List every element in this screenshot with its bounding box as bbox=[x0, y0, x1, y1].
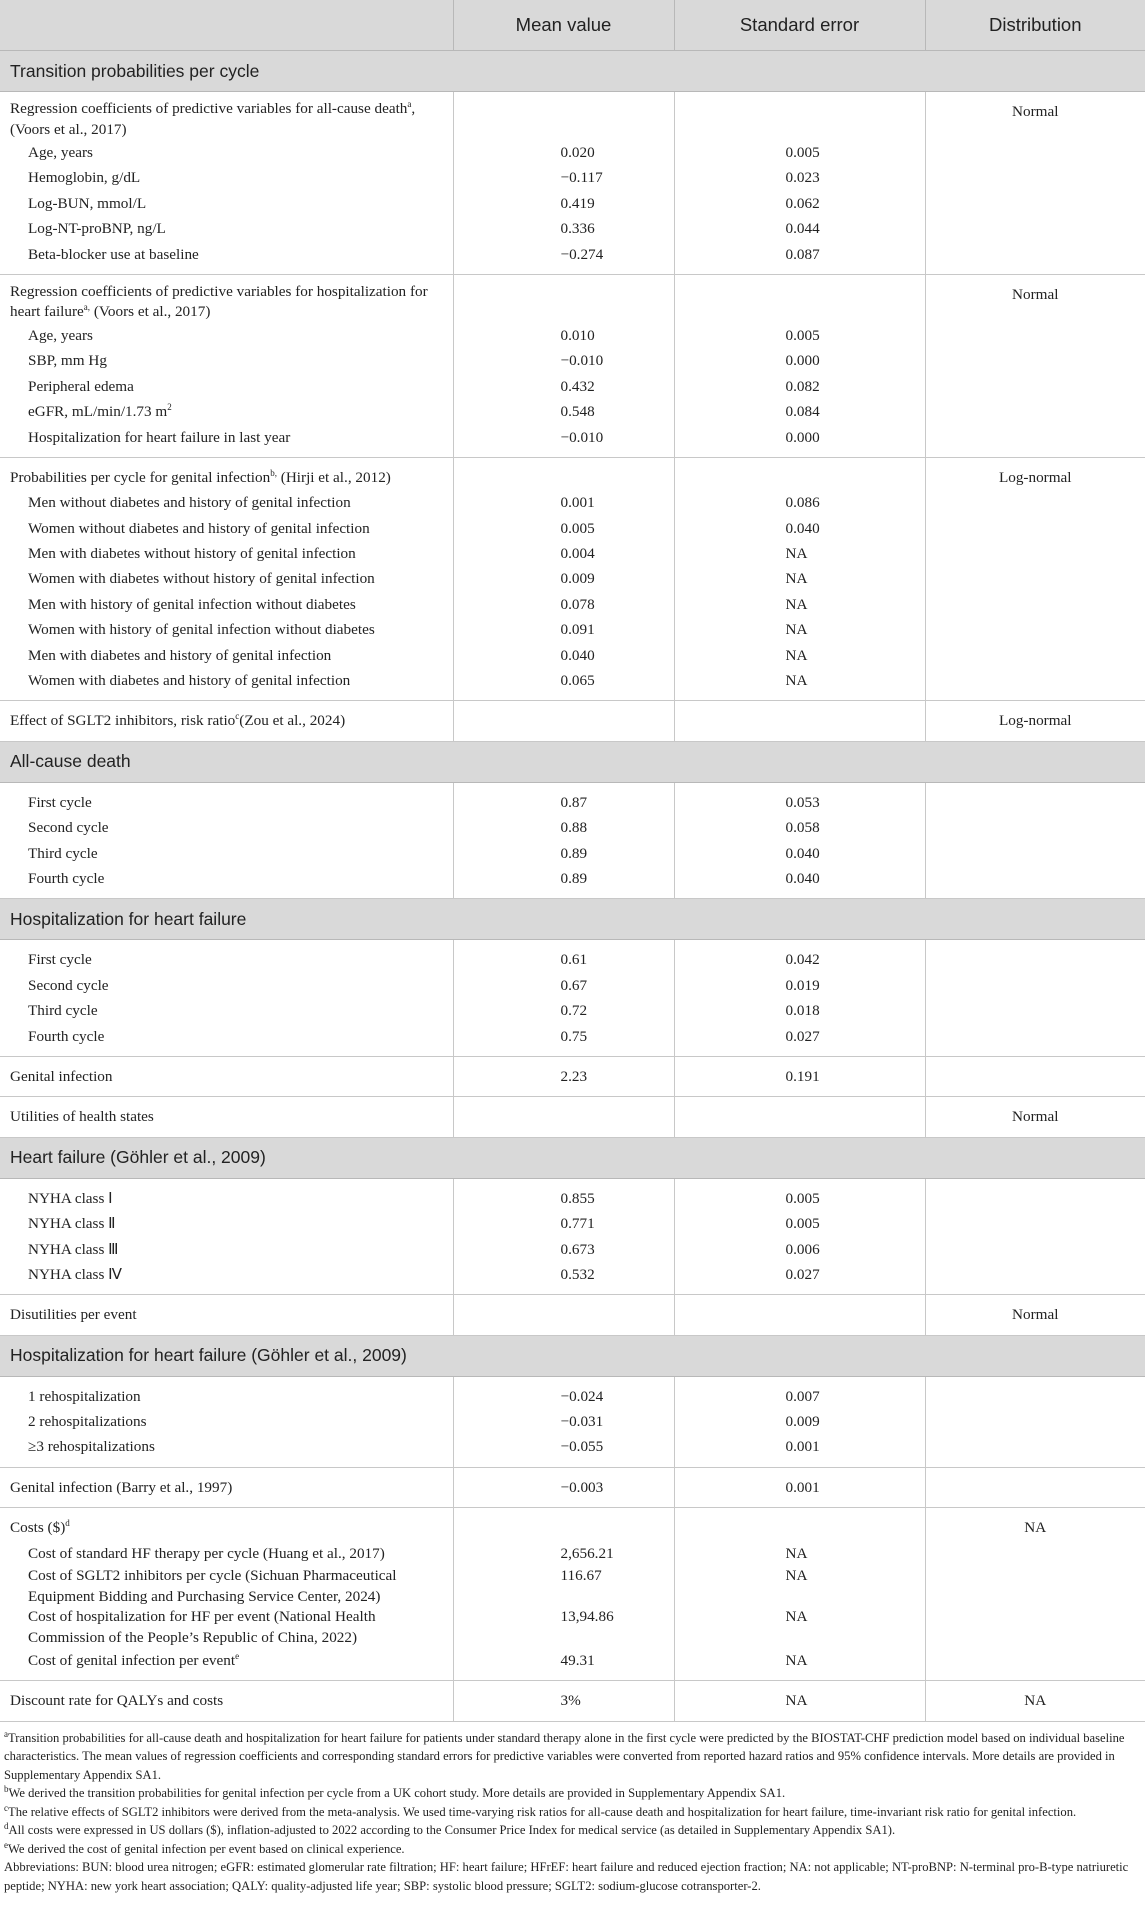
mean-value: −0.024 bbox=[560, 1387, 604, 1405]
standard-error: NA bbox=[785, 545, 808, 563]
group-nyha-classes bbox=[0, 1178, 1145, 1295]
group-genital-infection-probabilities bbox=[0, 457, 1145, 701]
section-title: Hospitalization for heart failure (Göhler et al., 2009) bbox=[0, 1335, 1145, 1376]
section-title: Transition probabilities per cycle bbox=[0, 51, 1145, 92]
standard-error: 0.086 bbox=[785, 494, 820, 512]
row-discount-rate bbox=[0, 1681, 1145, 1721]
mean-value: 0.005 bbox=[560, 519, 595, 537]
row-label: Cost of SGLT2 inhibitors per cycle (Sichuan Pharmaceutical Equipment Bidding and Purchasing Service Center, 2024) bbox=[28, 1567, 397, 1605]
row-label: Men with diabetes without history of genital infection bbox=[28, 545, 356, 563]
row-label: Fourth cycle bbox=[28, 1027, 105, 1045]
row-label: SBP, mm Hg bbox=[28, 352, 107, 370]
footnote-b: $^b$We derived the transition probabilities for genital infection per cycle from a UK cohort study. More details are provided in Supplementary Appendix SA1. bbox=[4, 1784, 786, 1801]
row-label: Women without diabetes and history of genital infection bbox=[28, 519, 370, 537]
group-all-cause-death-cycles bbox=[0, 782, 1145, 899]
mean-value: 0.532 bbox=[560, 1265, 595, 1283]
standard-error: 0.084 bbox=[785, 403, 820, 421]
standard-error: 0.027 bbox=[785, 1027, 820, 1045]
row-label: Utilities of health states bbox=[10, 1108, 154, 1126]
mean-value: 0.61 bbox=[560, 951, 588, 969]
standard-error: NA bbox=[785, 1692, 808, 1710]
group-rehospitalizations bbox=[0, 1376, 1145, 1467]
group-title: Costs ($)$^d$ bbox=[10, 1518, 70, 1537]
mean-value: 0.87 bbox=[560, 793, 588, 811]
standard-error: 0.001 bbox=[785, 1438, 820, 1456]
row-label: Third cycle bbox=[28, 1002, 98, 1020]
section-hospitalization-disutilities bbox=[0, 1335, 1145, 1376]
row-label: Second cycle bbox=[28, 976, 109, 994]
row-label: Age, years bbox=[28, 326, 93, 344]
row-label: Women with diabetes and history of genital infection bbox=[28, 672, 351, 690]
standard-error: NA bbox=[785, 621, 808, 639]
distribution: NA bbox=[1024, 1519, 1047, 1537]
row-label: eGFR, mL/min/1.73 $m^2$ bbox=[28, 402, 172, 421]
row-label: NYHA class Ⅲ bbox=[28, 1240, 119, 1258]
table-header-row bbox=[0, 0, 1145, 51]
section-all-cause-death bbox=[0, 741, 1145, 782]
header-standard-error: Standard error bbox=[674, 0, 925, 51]
row-label: Disutilities per event bbox=[10, 1306, 137, 1324]
standard-error: 0.019 bbox=[785, 976, 820, 994]
row-label: Log-NT-proBNP, ng/L bbox=[28, 220, 166, 238]
mean-value: 0.432 bbox=[560, 377, 595, 395]
standard-error: 0.005 bbox=[785, 326, 820, 344]
row-utilities-health-states bbox=[0, 1097, 1145, 1137]
row-label: Beta-blocker use at baseline bbox=[28, 245, 199, 263]
header-parameter bbox=[0, 0, 453, 51]
table-footnotes bbox=[0, 1722, 1145, 1896]
standard-error: 0.044 bbox=[785, 220, 820, 238]
mean-value: 2,656.21 bbox=[560, 1544, 614, 1562]
row-label: 1 rehospitalization bbox=[28, 1387, 141, 1405]
section-title: Heart failure (Göhler et al., 2009) bbox=[0, 1137, 1145, 1178]
standard-error: 0.006 bbox=[785, 1240, 820, 1258]
standard-error: NA bbox=[785, 595, 808, 613]
standard-error: NA bbox=[785, 672, 808, 690]
section-heart-failure-utilities bbox=[0, 1137, 1145, 1178]
mean-value: 0.001 bbox=[560, 494, 595, 512]
row-label: 2 rehospitalizations bbox=[28, 1413, 147, 1431]
footnote-d: $^d$All costs were expressed in US dollars ($), inflation-adjusted to 2022 according to the Consumer Price Index for medical service (as detailed in Supplementary Appendix SA1). bbox=[4, 1821, 896, 1838]
mean-value: 49.31 bbox=[560, 1652, 595, 1670]
group-costs bbox=[0, 1508, 1145, 1681]
mean-value: 0.67 bbox=[560, 976, 588, 994]
standard-error: 0.005 bbox=[785, 1189, 820, 1207]
row-label: Cost of standard HF therapy per cycle (Huang et al., 2017) bbox=[28, 1544, 385, 1562]
group-title: Regression coefficients of predictive variables for all-cause death$^a$, (Voors et al., 2017) bbox=[10, 98, 416, 138]
row-label: Cost of hospitalization for HF per event (National Health Commission of the People’s Republic of China, 2022) bbox=[28, 1608, 376, 1646]
standard-error: 0.040 bbox=[785, 869, 820, 887]
mean-value: 0.091 bbox=[560, 621, 595, 639]
mean-value: 0.771 bbox=[560, 1215, 595, 1233]
footnote-c: $^c$The relative effects of SGLT2 inhibitors were derived from the meta-analysis. We used time-varying risk ratios for all-cause death and hospitalization for heart failure, time-invariant risk ratio for genital infection. bbox=[4, 1802, 1077, 1819]
footnote-abbreviations: Abbreviations: BUN: blood urea nitrogen; eGFR: estimated glomerular rate filtration; HF: heart failure; HFrEF: heart failure and reduced ejection fraction; NA: not applicable; NT-proBNP: N-terminal pro-B-type natriuretic peptide; NYHA: new york heart association; QALY: quality-adjusted life year; SBP: systolic blood pressure; SGLT2: sodium-glucose cotransporter-2. bbox=[4, 1860, 1129, 1893]
mean-value: −0.274 bbox=[560, 245, 604, 263]
distribution: Log-normal bbox=[998, 712, 1072, 730]
mean-value: 0.020 bbox=[560, 144, 595, 161]
group-hospitalization-cycles bbox=[0, 940, 1145, 1057]
distribution: Normal bbox=[1012, 1108, 1059, 1126]
row-label: Men with history of genital infection without diabetes bbox=[28, 595, 356, 613]
mean-value: −0.003 bbox=[560, 1478, 604, 1496]
row-label: ≥3 rehospitalizations bbox=[28, 1438, 155, 1456]
mean-value: 0.88 bbox=[560, 819, 588, 837]
section-title: All-cause death bbox=[0, 741, 1145, 782]
row-label: First cycle bbox=[28, 951, 92, 969]
mean-value: 2.23 bbox=[560, 1067, 588, 1085]
group-all-cause-death-coefficients bbox=[0, 92, 1145, 275]
row-genital-infection-effect bbox=[0, 1056, 1145, 1096]
standard-error: 0.018 bbox=[785, 1002, 820, 1020]
standard-error: 0.042 bbox=[785, 951, 820, 969]
group-title: Effect of SGLT2 inhibitors, risk ratio$^c$(Zou et al., 2024) bbox=[10, 711, 346, 730]
mean-value: 0.010 bbox=[560, 326, 595, 344]
standard-error: 0.062 bbox=[785, 194, 820, 212]
group-title: Regression coefficients of predictive variables for hospitalization for heart failure$^{a,}$ (Voors et al., 2017) bbox=[10, 282, 428, 321]
mean-value: 0.89 bbox=[560, 869, 588, 887]
mean-value: 0.009 bbox=[560, 570, 595, 588]
row-label: Genital infection (Barry et al., 1997) bbox=[10, 1478, 233, 1496]
mean-value: −0.055 bbox=[560, 1438, 604, 1456]
header-mean-value: Mean value bbox=[453, 0, 674, 51]
row-label: First cycle bbox=[28, 793, 92, 811]
standard-error: 0.005 bbox=[785, 1215, 820, 1233]
standard-error: 0.005 bbox=[785, 144, 820, 161]
distribution: Normal bbox=[1012, 103, 1059, 120]
standard-error: NA bbox=[785, 1544, 808, 1562]
standard-error: 0.040 bbox=[785, 844, 820, 862]
mean-value: 0.040 bbox=[560, 646, 595, 664]
mean-value: 0.065 bbox=[560, 672, 595, 690]
standard-error: 0.053 bbox=[785, 793, 820, 811]
row-label: Genital infection bbox=[10, 1067, 113, 1085]
row-label: Fourth cycle bbox=[28, 869, 105, 887]
row-label: Men with diabetes and history of genital infection bbox=[28, 646, 332, 664]
standard-error: 0.023 bbox=[785, 169, 820, 187]
row-label: Peripheral edema bbox=[28, 377, 134, 395]
row-label: Discount rate for QALYs and costs bbox=[10, 1692, 224, 1710]
row-label: Women with history of genital infection without diabetes bbox=[28, 621, 375, 639]
standard-error: 0.000 bbox=[785, 352, 820, 370]
standard-error: NA bbox=[785, 646, 808, 664]
row-label: Age, years bbox=[28, 144, 93, 161]
row-label: NYHA class Ⅳ bbox=[28, 1265, 123, 1283]
section-hospitalization-heart-failure bbox=[0, 899, 1145, 940]
mean-value: 0.855 bbox=[560, 1189, 595, 1207]
row-label: Women with diabetes without history of genital infection bbox=[28, 570, 375, 588]
standard-error: 0.000 bbox=[785, 428, 820, 446]
mean-value: −0.010 bbox=[560, 352, 604, 370]
group-hospitalization-coefficients bbox=[0, 274, 1145, 457]
mean-value: −0.010 bbox=[560, 428, 604, 446]
footnote-e: $^e$We derived the cost of genital infection per event based on clinical experience. bbox=[4, 1839, 405, 1856]
standard-error: NA bbox=[785, 1652, 808, 1670]
standard-error: 0.027 bbox=[785, 1265, 820, 1283]
mean-value: −0.117 bbox=[560, 169, 603, 187]
distribution: NA bbox=[1024, 1692, 1047, 1710]
mean-value: 0.548 bbox=[560, 403, 595, 421]
standard-error: 0.082 bbox=[785, 377, 820, 395]
row-label: Third cycle bbox=[28, 844, 98, 862]
row-label: Hospitalization for heart failure in last year bbox=[28, 428, 291, 446]
standard-error: 0.009 bbox=[785, 1413, 820, 1431]
mean-value: 0.89 bbox=[560, 844, 588, 862]
standard-error: 0.007 bbox=[785, 1387, 820, 1405]
distribution: Normal bbox=[1012, 285, 1059, 303]
mean-value: 0.004 bbox=[560, 545, 595, 563]
row-label: Log-BUN, mmol/L bbox=[28, 194, 147, 212]
standard-error: 0.191 bbox=[785, 1067, 820, 1085]
distribution: Log-normal bbox=[998, 468, 1072, 486]
section-transition-probabilities bbox=[0, 51, 1145, 92]
mean-value: 0.75 bbox=[560, 1027, 588, 1045]
mean-value: −0.031 bbox=[560, 1413, 604, 1431]
row-label: NYHA class Ⅰ bbox=[28, 1189, 113, 1207]
footnote-a: $^a$Transition probabilities for all-cause death and hospitalization for heart failure for patients under standard therapy alone in the first cycle were predicted by the BIOSTAT-CHF prediction model based on individual baseline characteristics. The mean values of regression coefficients and corresponding standard errors for predictive variables were converted from reported hazard ratios and 95% confidence intervals. More details are provided in Supplementary Appendix SA1. bbox=[4, 1728, 1125, 1782]
mean-value: 0.419 bbox=[560, 194, 595, 212]
mean-value: 0.673 bbox=[560, 1240, 595, 1258]
mean-value: 116.67 bbox=[560, 1567, 602, 1585]
standard-error: 0.001 bbox=[785, 1478, 820, 1496]
section-title: Hospitalization for heart failure bbox=[0, 899, 1145, 940]
row-label: Men without diabetes and history of genital infection bbox=[28, 494, 351, 512]
row-disutilities-per-event bbox=[0, 1295, 1145, 1335]
mean-value: 0.336 bbox=[560, 220, 595, 238]
row-genital-infection-disutility bbox=[0, 1467, 1145, 1507]
mean-value: 13,94.86 bbox=[560, 1608, 614, 1626]
standard-error: NA bbox=[785, 1567, 808, 1585]
group-sglt2-effect bbox=[0, 701, 1145, 741]
header-distribution: Distribution bbox=[925, 0, 1145, 51]
standard-error: NA bbox=[785, 1608, 808, 1626]
standard-error: NA bbox=[785, 570, 808, 588]
mean-value: 3% bbox=[560, 1692, 581, 1710]
mean-value: 0.078 bbox=[560, 595, 595, 613]
row-label: Second cycle bbox=[28, 819, 109, 837]
standard-error: 0.058 bbox=[785, 819, 820, 837]
mean-value: 0.72 bbox=[560, 1002, 588, 1020]
row-label: Hemoglobin, g/dL bbox=[28, 169, 141, 187]
group-title: Probabilities per cycle for genital infection$^{b,}$ (Hirji et al., 2012) bbox=[10, 467, 391, 486]
standard-error: 0.087 bbox=[785, 245, 820, 263]
row-label: Cost of genital infection per event$^e$ bbox=[28, 1650, 240, 1670]
row-label: NYHA class Ⅱ bbox=[28, 1215, 116, 1233]
standard-error: 0.040 bbox=[785, 519, 820, 537]
distribution: Normal bbox=[1012, 1306, 1059, 1324]
